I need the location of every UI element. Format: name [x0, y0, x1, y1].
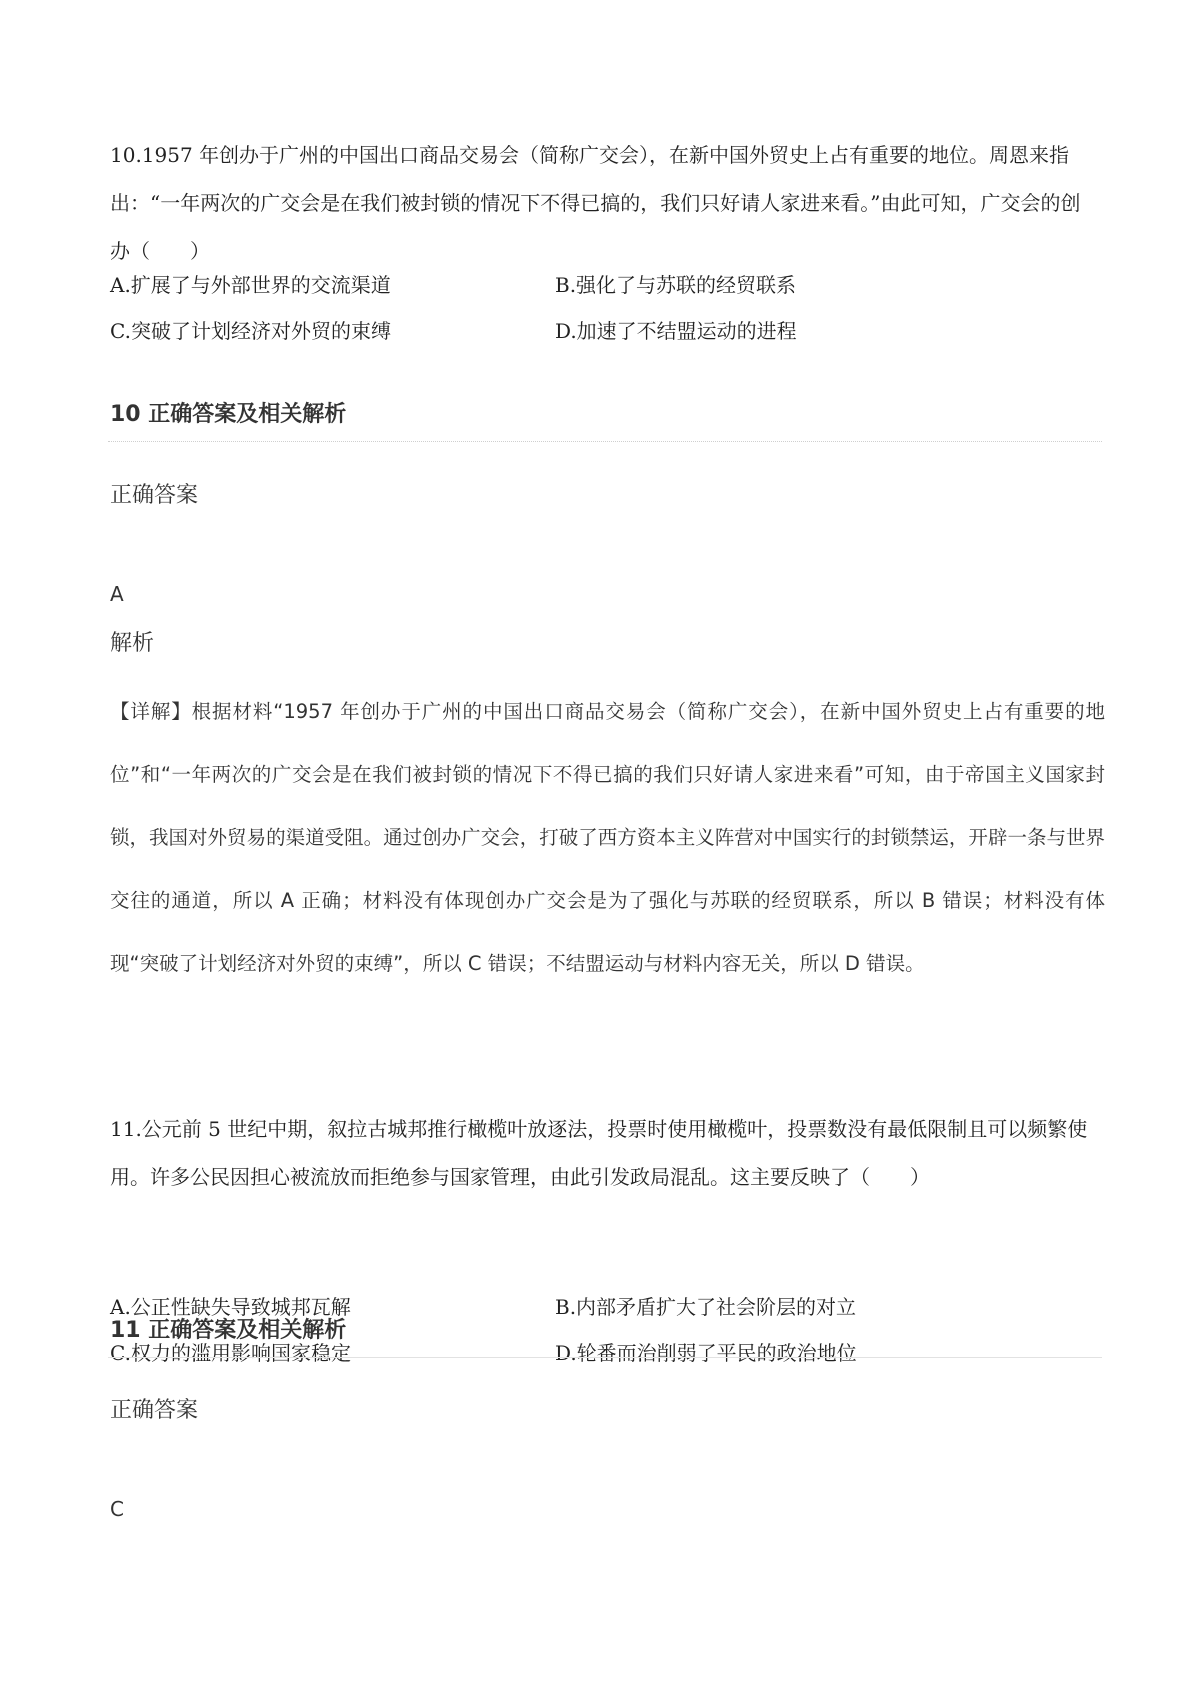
q10-divider	[108, 441, 1102, 442]
q11-answer-heading: 11 正确答案及相关解析	[110, 1318, 347, 1343]
q11-option-d: D.轮番而治削弱了平民的政治地位	[555, 1341, 857, 1365]
q10-answer-value: A	[110, 582, 124, 606]
q11-answer-value: C	[110, 1497, 124, 1521]
q10-option-a: A.扩展了与外部世界的交流渠道	[110, 273, 391, 297]
q10-analysis-text: 【详解】根据材料“1957 年创办于广州的中国出口商品交易会（简称广交会），在新中国外贸史上占有重要的地位”和“一年两次的广交会是在我们被封锁的情况下不得已搞的我们只好请人家进来看”可知，由于帝国主义国家封锁，我国对外贸易的渠道受阻。通过创办广交会，打破了西方资本主义阵营对中国实行的封锁禁运，开辟一条与世界交往的通道，所以 A 正确；材料没有体现创办广交会是为了强化与苏联的经贸联系，所以 B 错误；材料没有体现“突破了计划经济对外贸的束缚”，所以 C 错误；不结盟运动与材料内容无关，所以 D 错误。	[110, 700, 1105, 975]
q10-stem: 10.1957 年创办于广州的中国出口商品交易会（简称广交会），在新中国外贸史上占有重要的地位。周恩来指出：“一年两次的广交会是在我们被封锁的情况下不得已搞的，我们只好请人家进来看。”由此可知，广交会的创办（ ）	[110, 143, 1081, 263]
q10-answer-heading: 10 正确答案及相关解析	[110, 402, 347, 427]
q11-stem: 11.公元前 5 世纪中期，叙拉古城邦推行橄榄叶放逐法，投票时使用橄榄叶，投票数没有最低限制且可以频繁使用。许多公民因担心被流放而拒绝参与国家管理，由此引发政局混乱。这主要反映了（ ）	[110, 1117, 1088, 1189]
q10-option-d: D.加速了不结盟运动的进程	[555, 319, 797, 343]
q11-option-b: B.内部矛盾扩大了社会阶层的对立	[555, 1295, 857, 1319]
q11-option-a: A.公正性缺失导致城邦瓦解	[110, 1295, 351, 1319]
q11-divider	[108, 1357, 1102, 1358]
q11-answer-label: 正确答案	[110, 1398, 199, 1423]
q10-option-c: C.突破了计划经济对外贸的束缚	[110, 319, 391, 343]
q10-options	[110, 261, 1100, 357]
q10-answer-label: 正确答案	[110, 483, 199, 508]
q10-analysis-label: 解析	[110, 631, 155, 656]
q11-option-c: C.权力的滥用影响国家稳定	[110, 1341, 351, 1365]
q10-option-b: B.强化了与苏联的经贸联系	[555, 273, 797, 297]
